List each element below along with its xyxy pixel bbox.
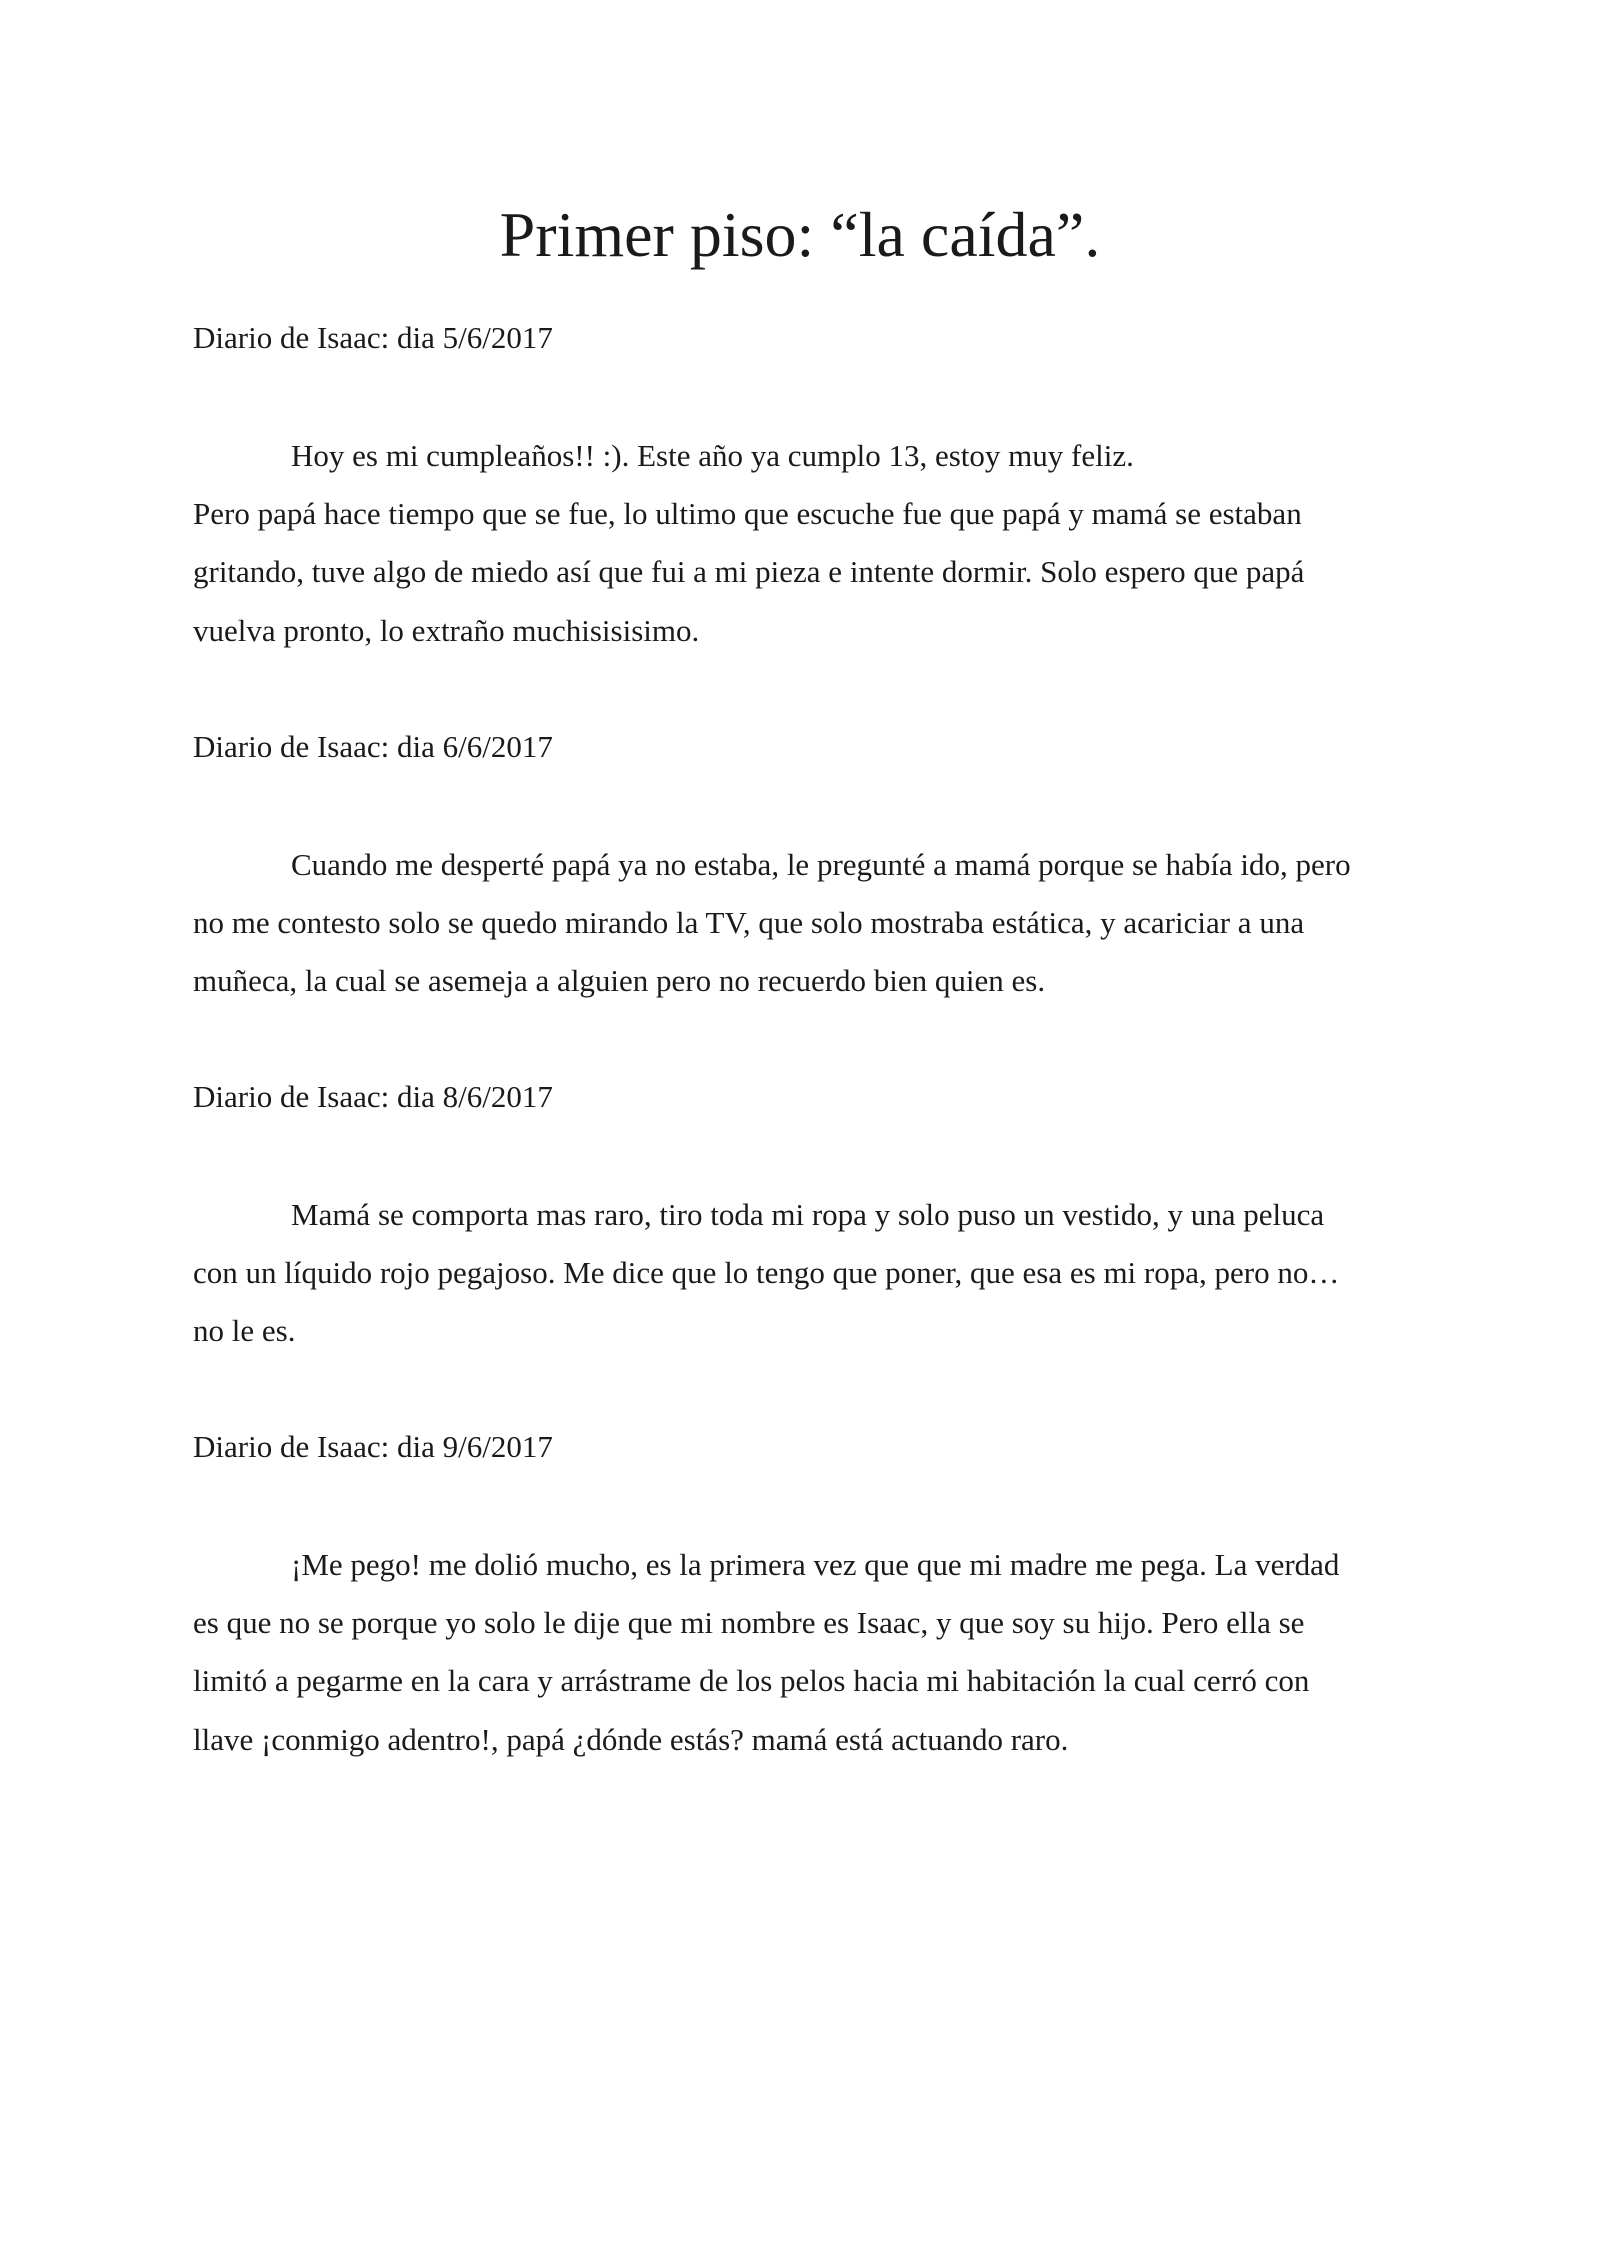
entry-text-line: no le es. (193, 1313, 296, 1348)
entry-text-line: muñeca, la cual se asemeja a alguien pero no recuerdo bien quien es. (193, 963, 1046, 998)
page-title: Primer piso: “la caída”. (499, 199, 1101, 270)
entry-text-line: ¡Me pego! me dolió mucho, es la primera vez que que mi madre me pega. La verdad (291, 1547, 1340, 1582)
entry-text-line: vuelva pronto, lo extraño muchisisisimo. (193, 613, 700, 648)
entry-text-line: Cuando me desperté papá ya no estaba, le pregunté a mamá porque se había ido, pero (291, 847, 1351, 882)
entry-text-line: llave ¡conmigo adentro!, papá ¿dónde estás? mamá está actuando raro. (193, 1722, 1069, 1757)
entry-text-line: no me contesto solo se quedo mirando la TV, que solo mostraba estática, y acariciar a una (193, 905, 1305, 940)
entry-text-line: Hoy es mi cumpleaños!! :). Este año ya cumplo 13, estoy muy feliz. (291, 438, 1134, 473)
entry-text-line: Pero papá hace tiempo que se fue, lo ultimo que escuche fue que papá y mamá se estaban (193, 496, 1302, 531)
entry-text-line: con un líquido rojo pegajoso. Me dice que lo tengo que poner, que esa es mi ropa, pero no… (193, 1255, 1340, 1290)
entry-heading: Diario de Isaac: dia 9/6/2017 (193, 1429, 553, 1464)
entry-text-line: es que no se porque yo solo le dije que mi nombre es Isaac, y que soy su hijo. Pero ella se (193, 1605, 1305, 1640)
entry-text-line: limitó a pegarme en la cara y arrástrame de los pelos hacia mi habitación la cual cerró con (193, 1663, 1310, 1698)
entry-heading: Diario de Isaac: dia 6/6/2017 (193, 729, 553, 764)
entry-text-line: gritando, tuve algo de miedo así que fui a mi pieza e intente dormir. Solo espero que papá (193, 554, 1305, 589)
entry-heading: Diario de Isaac: dia 5/6/2017 (193, 320, 553, 355)
entry-heading: Diario de Isaac: dia 8/6/2017 (193, 1079, 553, 1114)
entry-text-line: Mamá se comporta mas raro, tiro toda mi ropa y solo puso un vestido, y una peluca (291, 1197, 1325, 1232)
